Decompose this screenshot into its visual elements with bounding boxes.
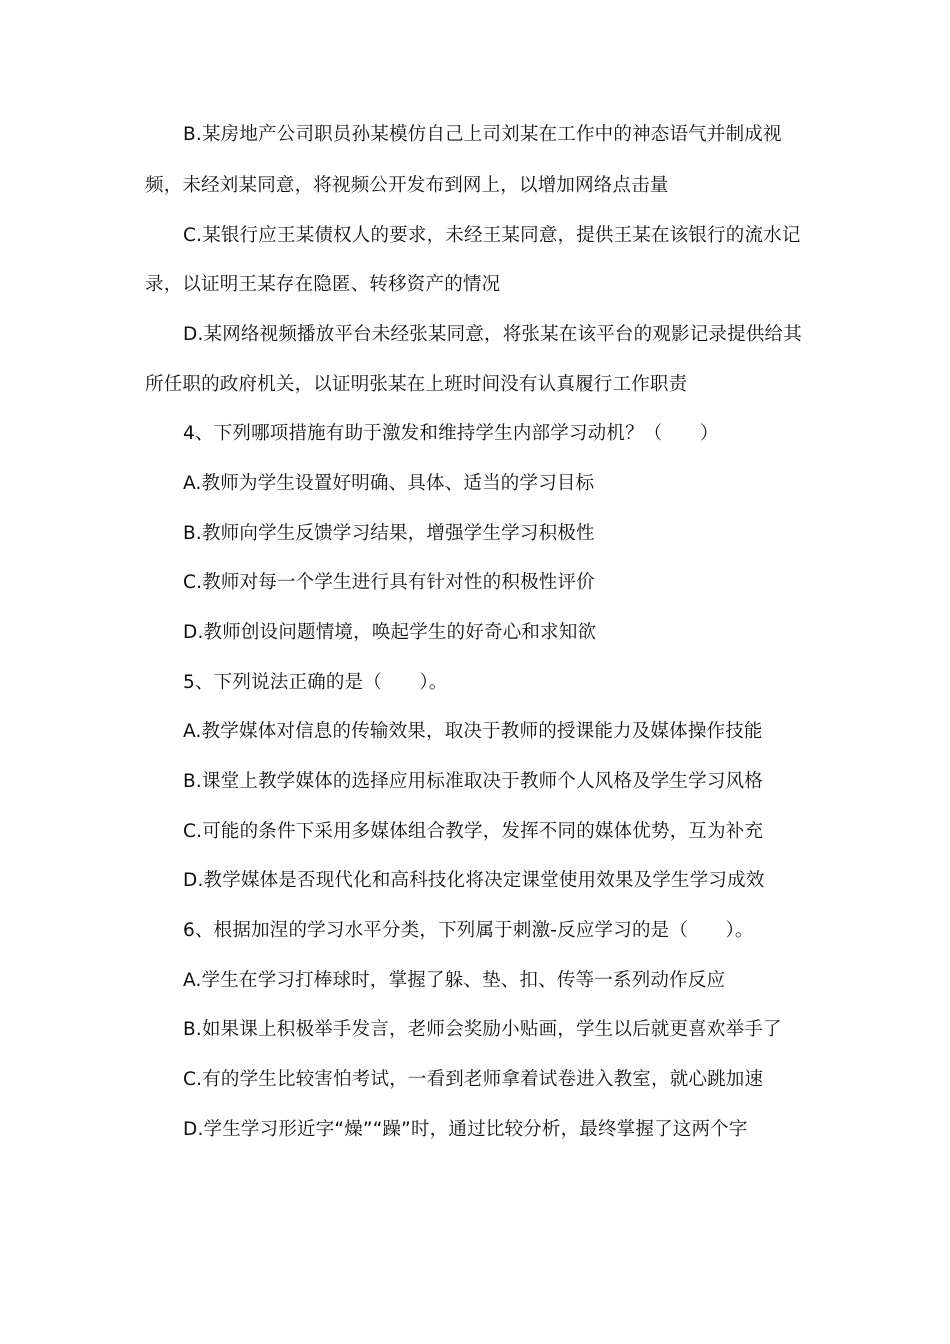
- question-5-option-d: D.教学媒体是否现代化和高科技化将决定课堂使用效果及学生学习成效: [183, 870, 765, 891]
- question-5-option-b: B.课堂上教学媒体的选择应用标准取决于教师个人风格及学生学习风格: [183, 771, 763, 792]
- question-6-stem: 6、根据加涅的学习水平分类，下列属于刺激-反应学习的是（ ）。: [183, 920, 754, 941]
- question-6-option-b: B.如果课上积极举手发言，老师会奖励小贴画，学生以后就更喜欢举手了: [183, 1019, 782, 1040]
- q3-option-d-line1: D.某网络视频播放平台未经张某同意，将张某在该平台的观影记录提供给其: [183, 324, 802, 345]
- question-6-option-a: A.学生在学习打棒球时，掌握了躲、垫、扣、传等一系列动作反应: [183, 970, 726, 991]
- question-4-option-a: A.教师为学生设置好明确、具体、适当的学习目标: [183, 473, 595, 494]
- question-4-stem: 4、下列哪项措施有助于激发和维持学生内部学习动机？（ ）: [183, 423, 719, 444]
- question-5-option-c: C.可能的条件下采用多媒体组合教学，发挥不同的媒体优势，互为补充: [183, 821, 764, 842]
- question-6-option-d: D.学生学习形近字“燥”“躁”时，通过比较分析，最终掌握了这两个字: [183, 1119, 748, 1140]
- q3-option-c-line2: 录，以证明王某存在隐匿、转移资产的情况: [145, 274, 501, 295]
- question-5-option-a: A.教学媒体对信息的传输效果，取决于教师的授课能力及媒体操作技能: [183, 721, 763, 742]
- q3-option-b-line2: 频，未经刘某同意，将视频公开发布到网上，以增加网络点击量: [145, 175, 669, 196]
- question-6-option-c: C.有的学生比较害怕考试，一看到老师拿着试卷进入教室，就心跳加速: [183, 1069, 764, 1090]
- question-4-option-d: D.教师创设问题情境，唤起学生的好奇心和求知欲: [183, 622, 597, 643]
- question-4-option-c: C.教师对每一个学生进行具有针对性的积极性评价: [183, 572, 595, 593]
- question-4-option-b: B.教师向学生反馈学习结果，增强学生学习积极性: [183, 523, 595, 544]
- q3-option-d-line2: 所任职的政府机关，以证明张某在上班时间没有认真履行工作职责: [145, 374, 688, 395]
- question-5-stem: 5、下列说法正确的是（ ）。: [183, 672, 448, 693]
- q3-option-b-line1: B.某房地产公司职员孙某模仿自己上司刘某在工作中的神态语气并制成视: [183, 124, 782, 145]
- q3-option-c-line1: C.某银行应王某债权人的要求，未经王某同意，提供王某在该银行的流水记: [183, 225, 801, 246]
